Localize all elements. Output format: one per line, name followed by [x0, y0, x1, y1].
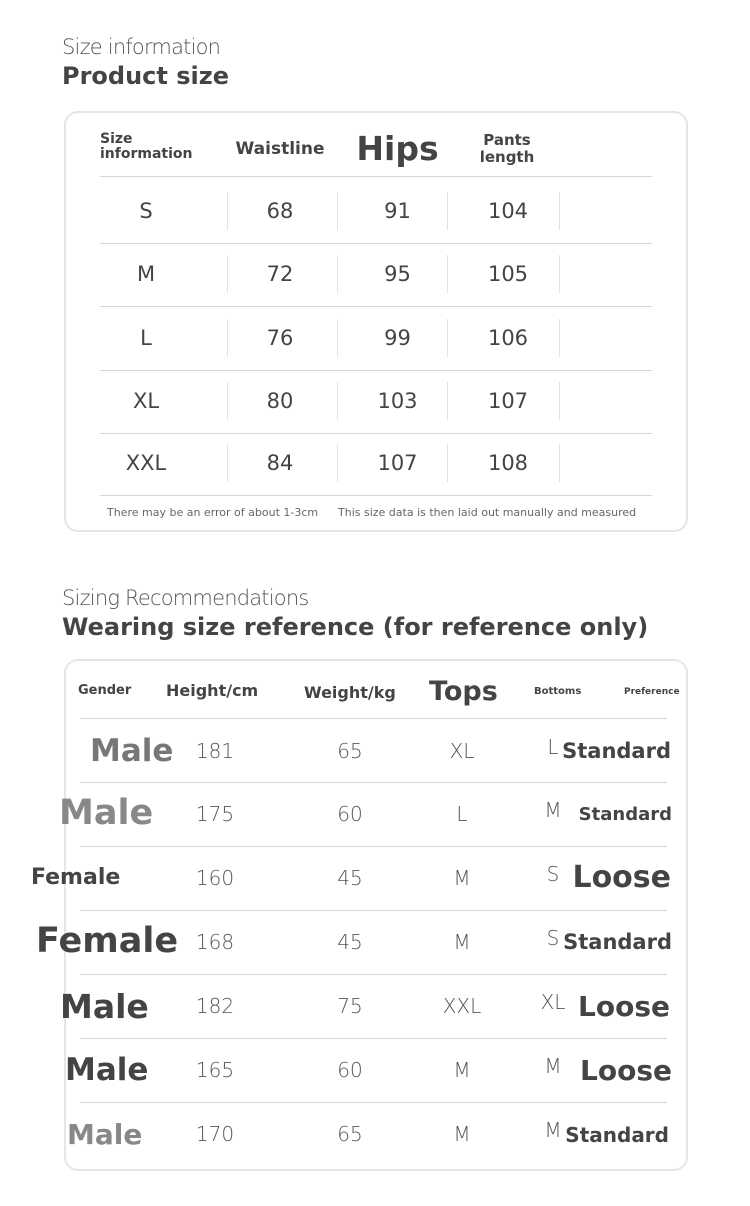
header-waistline: Waistline — [235, 139, 325, 159]
column-divider — [227, 382, 228, 420]
header-size-information: Size information — [100, 131, 193, 163]
cell-preference: Loose — [578, 989, 670, 1023]
cell-gender: Male — [60, 986, 149, 1026]
cell-gender: Male — [90, 732, 174, 769]
row-divider — [80, 782, 667, 783]
cell-hips: 99 — [384, 325, 411, 350]
cell-height: 168 — [195, 930, 235, 954]
row-divider — [100, 306, 652, 307]
column-divider — [227, 444, 228, 482]
cell-tops: L — [456, 802, 468, 826]
header-weight: Weight/kg — [304, 683, 396, 702]
cell-waistline: 80 — [266, 388, 294, 413]
cell-gender: Female — [31, 865, 121, 891]
column-divider — [447, 382, 448, 420]
column-divider — [559, 319, 560, 357]
cell-preference: Loose — [580, 1053, 672, 1087]
cell-size: S — [139, 198, 153, 223]
cell-weight: 65 — [337, 1122, 363, 1146]
cell-height: 175 — [195, 802, 235, 826]
cell-gender: Male — [67, 1117, 143, 1151]
cell-bottoms: L — [547, 735, 559, 759]
column-divider — [447, 319, 448, 357]
row-divider — [80, 1102, 667, 1103]
cell-hips: 103 — [377, 388, 418, 413]
cell-hips: 91 — [384, 198, 411, 223]
cell-preference: Loose — [572, 860, 671, 896]
column-divider — [337, 192, 338, 230]
row-divider — [80, 1038, 667, 1039]
cell-size: L — [140, 325, 152, 350]
cell-weight: 75 — [337, 994, 363, 1018]
column-divider — [337, 319, 338, 357]
column-divider — [337, 382, 338, 420]
cell-weight: 65 — [337, 739, 363, 763]
cell-bottoms: S — [546, 862, 560, 886]
row-divider — [80, 846, 667, 847]
divider — [80, 718, 667, 719]
cell-pants-length: 108 — [487, 450, 529, 475]
column-divider — [447, 444, 448, 482]
cell-gender: Female — [36, 921, 179, 962]
column-divider — [559, 382, 560, 420]
row-divider — [80, 910, 667, 911]
column-divider — [227, 255, 228, 293]
column-divider — [559, 444, 560, 482]
cell-bottoms: S — [546, 926, 560, 950]
cell-waistline: 84 — [266, 450, 294, 475]
header-hips: Hips — [356, 129, 439, 168]
cell-pants-length: 107 — [487, 388, 529, 413]
cell-pants-length: 104 — [487, 198, 529, 223]
note-measurement: This size data is then laid out manually and measured — [338, 506, 637, 519]
column-divider — [337, 255, 338, 293]
cell-height: 165 — [195, 1058, 235, 1082]
row-divider — [100, 433, 652, 434]
cell-preference: Standard — [565, 1122, 669, 1147]
header-gender: Gender — [78, 683, 132, 698]
cell-bottoms: M — [544, 798, 562, 822]
cell-tops: M — [453, 930, 471, 954]
cell-tops: XL — [449, 739, 475, 763]
header-tops: Tops — [429, 676, 498, 707]
header-pants-length: Pants length — [479, 131, 535, 166]
cell-size: M — [136, 261, 156, 286]
column-divider — [227, 192, 228, 230]
cell-tops: M — [453, 1058, 471, 1082]
row-divider — [80, 974, 667, 975]
cell-bottoms: M — [544, 1118, 562, 1142]
section1-subtitle: Size information — [62, 35, 221, 59]
header-preference: Preference — [624, 687, 680, 697]
cell-preference: Standard — [562, 738, 671, 763]
cell-gender: Male — [65, 1051, 149, 1088]
cell-tops: XXL — [442, 994, 482, 1018]
section2-subtitle: Sizing Recommendations — [62, 586, 309, 610]
cell-hips: 107 — [377, 450, 418, 475]
cell-waistline: 68 — [266, 198, 294, 223]
divider — [100, 176, 652, 177]
cell-height: 182 — [195, 994, 235, 1018]
note-error-range: There may be an error of about 1-3cm — [107, 506, 319, 519]
section2-title: Wearing size reference (for reference only) — [62, 613, 649, 641]
column-divider — [447, 255, 448, 293]
column-divider — [227, 319, 228, 357]
cell-height: 170 — [195, 1122, 235, 1146]
column-divider — [337, 444, 338, 482]
cell-weight: 45 — [337, 866, 363, 890]
cell-waistline: 72 — [266, 261, 294, 286]
cell-pants-length: 106 — [487, 325, 529, 350]
row-divider — [100, 495, 652, 496]
row-divider — [100, 370, 652, 371]
section1-title: Product size — [62, 62, 229, 90]
cell-waistline: 76 — [266, 325, 294, 350]
cell-bottoms: XL — [540, 990, 566, 1014]
cell-gender: Male — [59, 793, 154, 834]
cell-weight: 60 — [337, 1058, 363, 1082]
cell-pants-length: 105 — [487, 261, 529, 286]
cell-tops: M — [453, 1122, 471, 1146]
cell-height: 181 — [195, 739, 235, 763]
row-divider — [100, 243, 652, 244]
cell-hips: 95 — [384, 261, 411, 286]
cell-weight: 45 — [337, 930, 363, 954]
column-divider — [447, 192, 448, 230]
cell-preference: Standard — [563, 929, 672, 954]
cell-size: XL — [132, 388, 160, 413]
header-height: Height/cm — [166, 681, 259, 700]
cell-preference: Standard — [578, 803, 672, 825]
cell-height: 160 — [195, 866, 235, 890]
column-divider — [559, 255, 560, 293]
cell-weight: 60 — [337, 802, 363, 826]
cell-bottoms: M — [544, 1054, 562, 1078]
column-divider — [559, 192, 560, 230]
cell-tops: M — [453, 866, 471, 890]
header-bottoms: Bottoms — [534, 686, 582, 697]
cell-size: XXL — [125, 450, 167, 475]
